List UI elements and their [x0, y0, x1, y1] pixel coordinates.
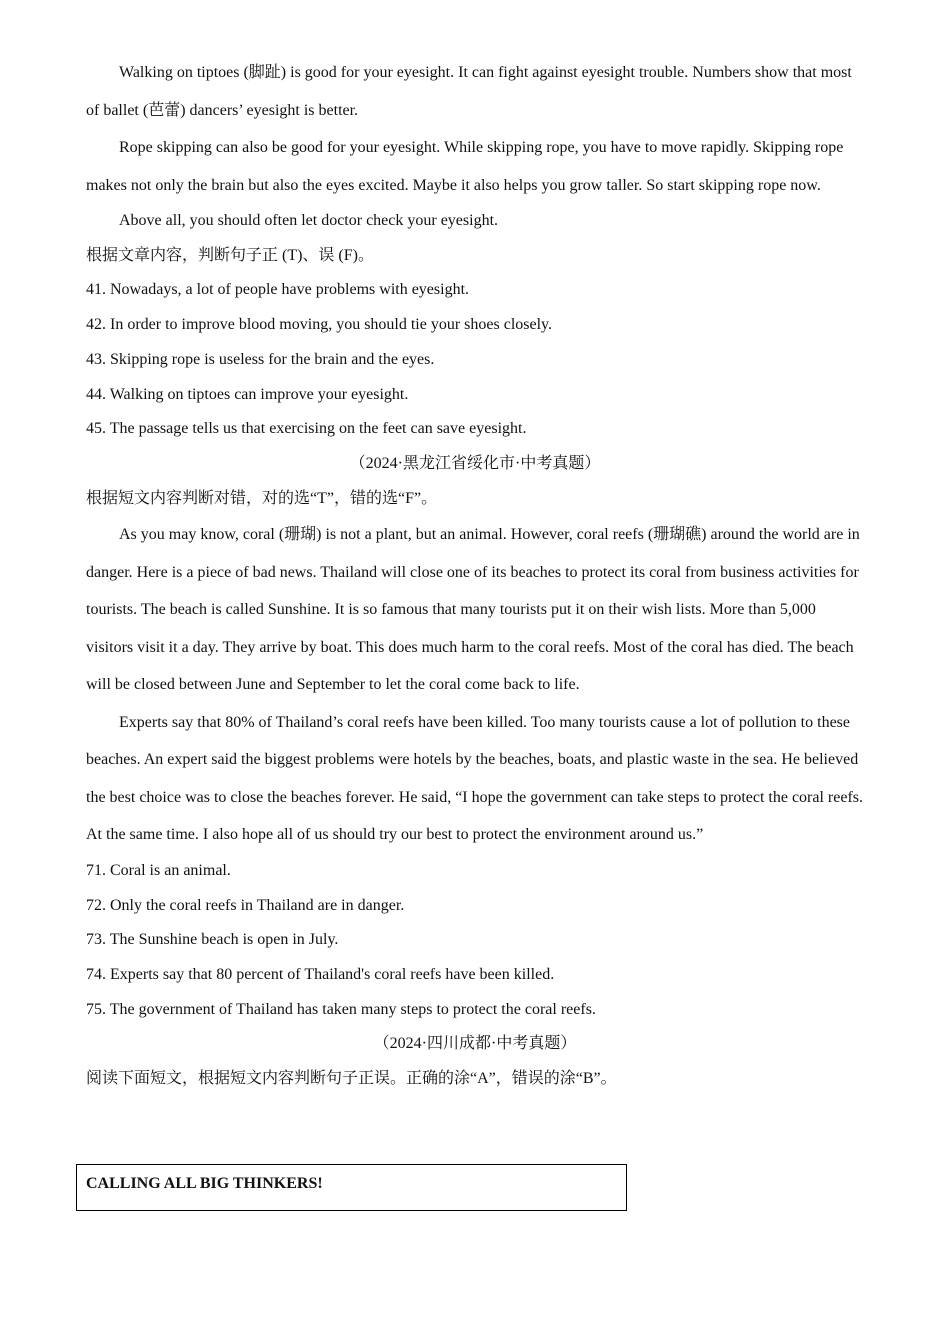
question-item: 43. Skipping rope is useless for the brain and the eyes.	[86, 350, 435, 368]
passage-paragraph: As you may know, coral (珊瑚) is not a plant, but an animal. However, coral reefs (珊瑚礁) around the world are in danger. Here is a piece of bad news. Thailand will close one of its beaches to protect its coral from business activities for tourists. The beach is called Sunshine. It is so famous that many tourists put it on their wish lists. More than 5,000 visitors visit it a day. They arrive by boat. This does much harm to the coral reefs. Most of the coral has died. The beach will be closed between June and September to let the coral come back to life.	[86, 526, 860, 694]
source-citation: （2024·四川成都·中考真题）	[373, 1035, 577, 1053]
passage-title: CALLING ALL BIG THINKERS!	[86, 1175, 323, 1192]
question-item: 75. The government of Thailand has taken many steps to protect the coral reefs.	[86, 1000, 596, 1018]
passage-paragraph: Walking on tiptoes (脚趾) is good for your eyesight. It can fight against eyesight trouble. Numbers show that most of ballet (芭蕾) dancers’ eyesight is better.	[86, 64, 852, 119]
passage-paragraph: Rope skipping can also be good for your eyesight. While skipping rope, you have to move rapidly. Skipping rope makes not only the brain but also the eyes excited. Maybe it also helps you grow taller. So start skipping rope now.	[86, 139, 844, 194]
passage-paragraph: Experts say that 80% of Thailand’s coral reefs have been killed. Too many tourists cause a lot of pollution to these beaches. An expert said the biggest problems were hotels by the beaches, boats, and plastic waste in the sea. He believed the best choice was to close the beaches forever. He said, “I hope the government can take steps to protect the coral reefs. At the same time. I also hope all of us should try our best to protect the environment around us.”	[86, 713, 864, 844]
question-item: 74. Experts say that 80 percent of Thailand's coral reefs have been killed.	[86, 965, 555, 983]
source-citation: （2024·黑龙江省绥化市·中考真题）	[349, 454, 601, 472]
question-item: 71. Coral is an animal.	[86, 861, 231, 879]
passage-title-box	[76, 1164, 627, 1211]
instruction-text: 根据文章内容，判断句子正 (T)、误 (F)。	[86, 246, 374, 264]
question-item: 44. Walking on tiptoes can improve your eyesight.	[86, 385, 409, 403]
question-item: 72. Only the coral reefs in Thailand are in danger.	[86, 896, 405, 914]
question-item: 73. The Sunshine beach is open in July.	[86, 931, 339, 949]
question-item: 42. In order to improve blood moving, you should tie your shoes closely.	[86, 316, 553, 334]
passage-paragraph: Above all, you should often let doctor check your eyesight.	[119, 212, 499, 229]
instruction-text: 根据短文内容判断对错，对的选“T”，错的选“F”。	[86, 489, 438, 507]
question-item: 41. Nowadays, a lot of people have problems with eyesight.	[86, 281, 470, 299]
question-item: 45. The passage tells us that exercising on the feet can save eyesight.	[86, 420, 527, 438]
instruction-text: 阅读下面短文，根据短文内容判断句子正误。正确的涂“A”，错误的涂“B”。	[86, 1070, 617, 1088]
page-content	[86, 54, 864, 1097]
